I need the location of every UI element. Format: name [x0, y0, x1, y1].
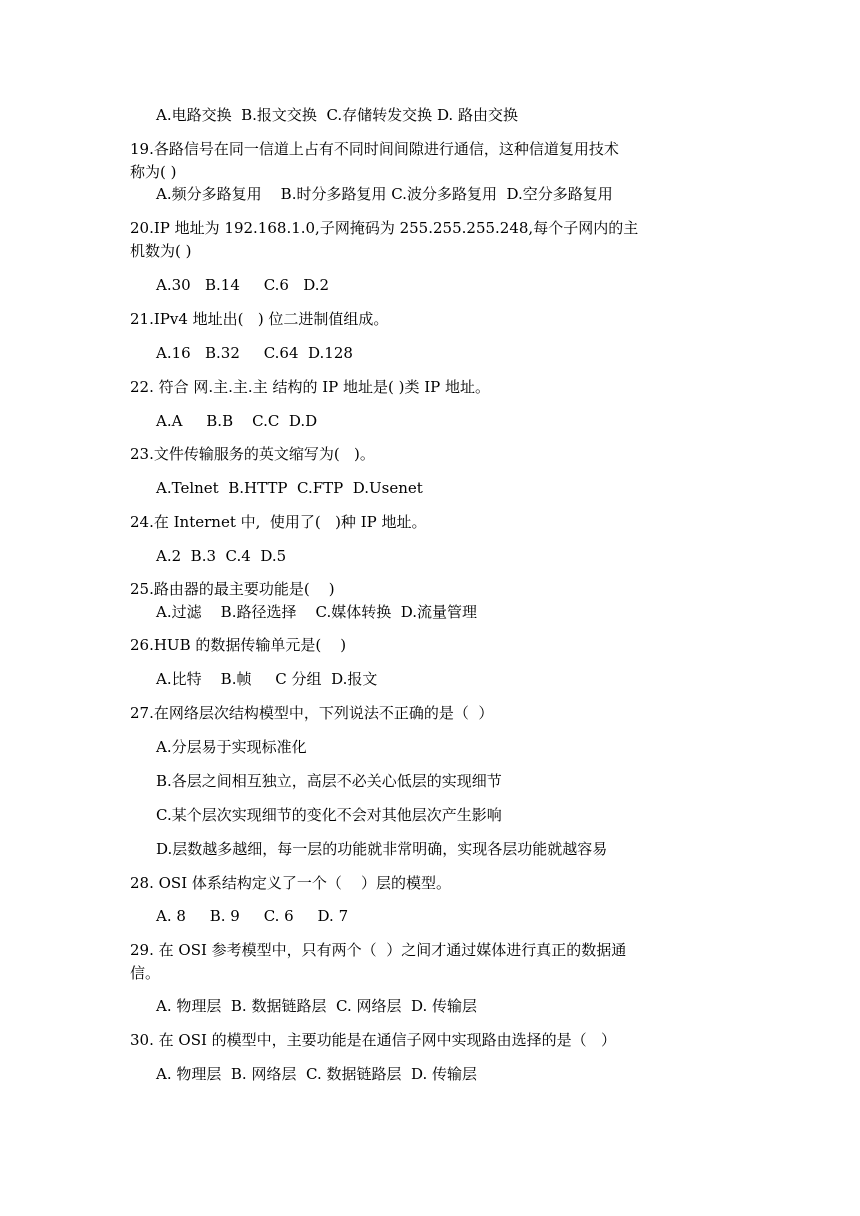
q20-stem-line2: 机数为( )	[130, 242, 192, 260]
q23-stem: 23.文件传输服务的英文缩写为( )。	[130, 445, 375, 463]
q18-options: A.电路交换 B.报文交换 C.存储转发交换 D. 路由交换	[156, 106, 518, 124]
q24-stem: 24.在 Internet 中, 使用了( )种 IP 地址。	[130, 513, 427, 531]
q26-stem: 26.HUB 的数据传输单元是( )	[130, 636, 347, 654]
q27-option-d: D.层数越多越细，每一层的功能就非常明确，实现各层功能就越容易	[156, 840, 608, 858]
q25-stem: 25.路由器的最主要功能是( )	[130, 580, 335, 598]
q27-option-b: B.各层之间相互独立，高层不必关心低层的实现细节	[156, 772, 502, 790]
q30-options: A. 物理层 B. 网络层 C. 数据链路层 D. 传输层	[156, 1065, 478, 1083]
q20-stem-line1: 20.IP 地址为 192.168.1.0,子网掩码为 255.255.255.248,每个子网内的主	[130, 219, 639, 237]
q21-options: A.16 B.32 C.64 D.128	[156, 344, 353, 362]
q20-options: A.30 B.14 C.6 D.2	[156, 276, 330, 294]
q26-options: A.比特 B.帧 C 分组 D.报文	[156, 670, 378, 688]
q23-options: A.Telnet B.HTTP C.FTP D.Usenet	[156, 479, 423, 497]
q27-option-a: A.分层易于实现标准化	[156, 738, 307, 756]
q22-stem: 22. 符合 网.主.主.主 结构的 IP 地址是( )类 IP 地址。	[130, 378, 491, 396]
q29-stem-line1: 29. 在 OSI 参考模型中，只有两个（ ）之间才通过媒体进行真正的数据通	[130, 941, 627, 959]
q30-stem: 30. 在 OSI 的模型中，主要功能是在通信子网中实现路由选择的是（ ）	[130, 1031, 616, 1049]
q28-stem: 28. OSI 体系结构定义了一个（ ）层的模型。	[130, 874, 451, 892]
q22-options: A.A B.B C.C D.D	[156, 412, 318, 430]
q19-options: A.频分多路复用 B.时分多路复用 C.波分多路复用 D.空分多路复用	[156, 185, 613, 203]
q19-stem-line2: 称为( )	[130, 163, 177, 181]
q27-stem: 27.在网络层次结构模型中，下列说法不正确的是（ ）	[130, 704, 494, 722]
q29-options: A. 物理层 B. 数据链路层 C. 网络层 D. 传输层	[156, 997, 478, 1015]
q24-options: A.2 B.3 C.4 D.5	[156, 547, 287, 565]
q25-options: A.过滤 B.路径选择 C.媒体转换 D.流量管理	[156, 603, 478, 621]
q29-stem-line2: 信。	[130, 964, 161, 982]
q19-stem-line1: 19.各路信号在同一信道上占有不同时间间隙进行通信，这种信道复用技术	[130, 140, 619, 158]
q28-options: A. 8 B. 9 C. 6 D. 7	[156, 907, 349, 925]
q27-option-c: C.某个层次实现细节的变化不会对其他层次产生影响	[156, 806, 502, 824]
q21-stem: 21.IPv4 地址出( ) 位二进制值组成。	[130, 310, 389, 328]
